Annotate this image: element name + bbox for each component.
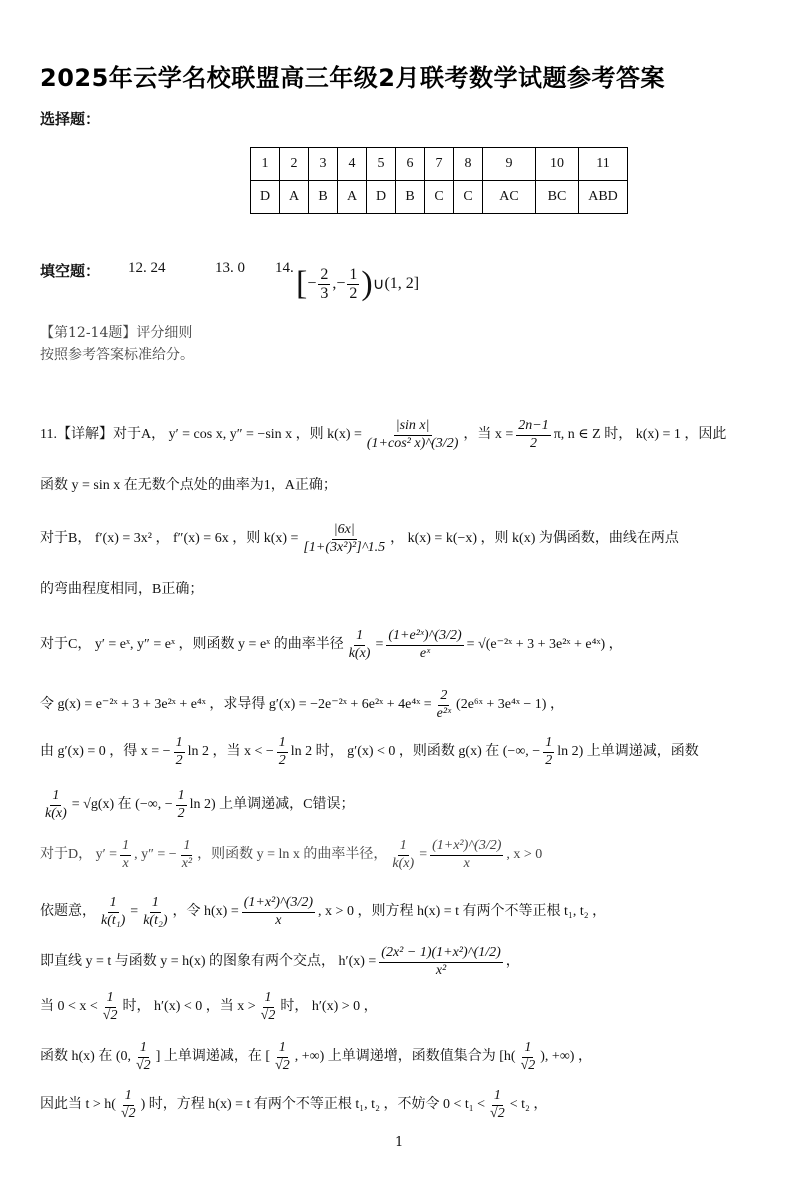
bracket-open: [ [296, 265, 308, 302]
math-fraction [430, 838, 503, 873]
math-fraction [347, 628, 373, 663]
fraction-numerator: 1 [263, 990, 274, 1008]
question-number-cell: 5 [367, 148, 396, 181]
math-fraction [390, 838, 416, 873]
solution-line [40, 788, 770, 823]
math-text: 函数 y = sin x 在无数个点处的曲率为1，A正确； [40, 478, 337, 493]
fraction-numerator: 1 [543, 735, 554, 753]
fraction-numerator: (1+e²ˣ)^(3/2) [386, 628, 463, 646]
fraction-numerator: |sin x| [394, 418, 432, 436]
solution-line [40, 688, 770, 723]
solution-line [40, 735, 770, 770]
math-fraction [379, 945, 503, 980]
minus-sign: − [336, 275, 346, 292]
page-title: 2025年云学名校联盟高三年级2月联考数学试题参考答案 [40, 64, 665, 92]
fraction-denominator: e²ˣ [436, 705, 452, 721]
fraction-numerator: 1 [181, 838, 192, 856]
math-text: ln 2 ，当 x < − [187, 743, 274, 759]
math-text: , y″ = − [134, 846, 177, 862]
question-number-cell: 11 [579, 148, 628, 181]
math-fraction [176, 788, 187, 823]
answer-cell: A [280, 181, 309, 214]
fraction-numerator: 1 [174, 735, 185, 753]
question-number-cell: 6 [396, 148, 425, 181]
solution-line [40, 418, 770, 453]
fraction-denominator: [1+(3x²)²]^1.5 [303, 539, 386, 555]
math-text: < t₂ ， [509, 1096, 548, 1112]
math-text: π, n ∈ Z 时， k(x) = 1 ，因此 [553, 426, 727, 442]
question-number-cell: 8 [454, 148, 483, 181]
math-fraction [99, 895, 127, 930]
fraction-denominator: 2 [529, 435, 537, 451]
math-fraction [43, 788, 69, 823]
solution-line [40, 895, 770, 930]
question-number-cell: 3 [309, 148, 338, 181]
fraction-denominator: k(x) [392, 855, 415, 871]
fill-answer-14-interval [296, 262, 419, 306]
comma: , [332, 275, 337, 292]
math-text: 函数 h(x) 在 (0, [40, 1048, 131, 1064]
fraction-denominator: k(t₁) [101, 912, 126, 928]
fraction-denominator: x² [435, 962, 447, 978]
answer-cell: B [309, 181, 338, 214]
fraction-denominator: √2 [275, 1057, 290, 1073]
answer-cell: A [338, 181, 367, 214]
answer-cell: ABD [579, 181, 628, 214]
answer-cell: C [425, 181, 454, 214]
math-fraction [120, 838, 131, 873]
math-fraction [301, 522, 387, 557]
fraction-numerator: (1+x²)^(3/2) [430, 838, 503, 856]
math-text: 由 g′(x) = 0 ，得 x = − [40, 743, 171, 759]
math-text: ), +∞) ， [540, 1048, 592, 1064]
math-text: 的弯曲程度相同，B正确； [40, 582, 204, 597]
math-fraction [386, 628, 463, 663]
fraction-numerator: 1 [398, 838, 409, 856]
fraction-b-numerator: 1 [349, 265, 358, 283]
fill-label: 填空题： [40, 262, 101, 280]
math-text: ，当 x = [463, 426, 514, 442]
fraction-numerator: 2 [438, 688, 449, 706]
fraction-numerator: 1 [123, 1088, 134, 1106]
fraction-numerator: 1 [50, 788, 61, 806]
fraction-numerator: 2n−1 [516, 418, 550, 436]
answer-cell: C [454, 181, 483, 214]
math-fraction [273, 1040, 292, 1075]
fraction-numerator: 1 [150, 895, 161, 913]
solution-line [40, 990, 770, 1025]
answer-cell: BC [536, 181, 579, 214]
solution-line [40, 628, 770, 663]
fraction-denominator: x² [181, 855, 193, 871]
math-fraction [519, 1040, 538, 1075]
fraction-numerator: (2x² − 1)(1+x²)^(1/2) [379, 945, 503, 963]
answer-cell: D [251, 181, 280, 214]
math-fraction [543, 735, 554, 770]
fraction-denominator: 2 [545, 752, 553, 768]
math-fraction [134, 1040, 153, 1075]
fraction-a [318, 266, 330, 302]
solution-line [40, 522, 770, 557]
math-fraction [488, 1088, 507, 1123]
solution-line [40, 945, 770, 980]
answer-cell: D [367, 181, 396, 214]
math-fraction [119, 1088, 138, 1123]
math-text: , x > 0 [506, 846, 543, 862]
question-number-cell: 1 [251, 148, 280, 181]
fraction-numerator: 1 [277, 1040, 288, 1058]
answer-cell: AC [483, 181, 536, 214]
math-text: 对于D， y′ = [40, 846, 118, 862]
math-fraction [259, 990, 278, 1025]
fraction-a-denominator: 3 [320, 284, 329, 302]
fraction-numerator: 1 [492, 1088, 503, 1106]
solution-line [40, 1088, 770, 1123]
math-text: = √g(x) 在 (−∞, − [71, 796, 173, 812]
fraction-numerator: 1 [105, 990, 116, 1008]
fraction-numerator: (1+x²)^(3/2) [242, 895, 315, 913]
solution-line [40, 478, 770, 495]
scoring-note-title: 【第12-14题】评分细则 [40, 325, 193, 341]
fraction-denominator: √2 [520, 1057, 536, 1073]
fraction-numerator: |6x| [332, 522, 357, 540]
math-text: 对于B， f′(x) = 3x² ， f″(x) = 6x ，则 k(x) = [40, 530, 299, 546]
fraction-denominator: 2 [177, 805, 185, 821]
scoring-note-body: 按照参考答案标准给分。 [40, 347, 194, 363]
union-symbol: ∪ [372, 276, 385, 293]
fraction-denominator: √2 [260, 1007, 276, 1023]
minus-sign: − [307, 275, 317, 292]
math-fraction [242, 895, 315, 930]
fraction-numerator: 1 [176, 788, 187, 806]
math-text: , x > 0 ，则方程 h(x) = t 有两个不等正根 t₁, t₂ ， [318, 903, 607, 919]
math-text: 时， h′(x) > 0 ， [280, 998, 378, 1014]
math-text: = √(e⁻²ˣ + 3 + 3e²ˣ + e⁴ˣ) ， [466, 636, 623, 652]
fraction-denominator: √2 [120, 1105, 136, 1121]
math-fraction [101, 990, 120, 1025]
math-text: 11.【详解】对于A， y′ = cos x, y″ = −sin x ，则 k(x) = [40, 426, 362, 442]
fraction-a-numerator: 2 [320, 265, 329, 283]
math-text: ) 时，方程 h(x) = t 有两个不等正根 t₁, t₂ ，不妨令 0 < t₁ < [140, 1096, 486, 1112]
question-number-cell: 2 [280, 148, 309, 181]
solution-line [40, 582, 770, 599]
fraction-numerator: 1 [522, 1040, 533, 1058]
math-fraction [180, 838, 194, 873]
math-text: 对于C， y′ = eˣ, y″ = eˣ ，则函数 y = eˣ 的曲率半径 [40, 636, 344, 652]
fraction-denominator: k(t₂) [143, 912, 168, 928]
fraction-denominator: √2 [490, 1105, 505, 1121]
math-text: 时， h′(x) < 0 ，当 x > [122, 998, 256, 1014]
mc-label: 选择题： [40, 110, 101, 128]
fill-answer-13: 13. 0 [215, 260, 245, 276]
math-text: 令 g(x) = e⁻²ˣ + 3 + 3e²ˣ + e⁴ˣ ，求导得 g′(x) = −2e⁻²ˣ + 6e²ˣ + 4e⁴ˣ = [40, 696, 432, 712]
question-number-cell: 10 [536, 148, 579, 181]
fraction-denominator: 2 [278, 752, 286, 768]
page-number: 1 [395, 1135, 404, 1150]
fraction-denominator: x [122, 855, 129, 871]
math-fraction [174, 735, 185, 770]
math-fraction [516, 418, 550, 453]
math-text: (2e⁶ˣ + 3e⁴ˣ − 1) ， [456, 696, 564, 712]
math-text: ，则函数 y = ln x 的曲率半径， [197, 846, 388, 862]
answer-cell: B [396, 181, 425, 214]
solution-line [40, 1040, 770, 1075]
fraction-numerator: 1 [138, 1040, 149, 1058]
fraction-denominator: k(x) [348, 645, 371, 661]
solution-line [40, 838, 770, 873]
math-fraction [141, 895, 169, 930]
fraction-numerator: 1 [108, 895, 119, 913]
math-text: = [375, 636, 384, 652]
math-text: ， k(x) = k(−x) ，则 k(x) 为偶函数，曲线在两点 [390, 530, 679, 546]
fraction-denominator: √2 [136, 1057, 151, 1073]
fill-answer-12: 12. 24 [128, 260, 166, 276]
math-text: ln 2) 上单调递减，函数 [557, 743, 699, 759]
answer-table-number-row [251, 148, 628, 181]
math-text: 当 0 < x < [40, 998, 98, 1014]
math-text: ln 2 时， g′(x) < 0 ，则函数 g(x) 在 (−∞, − [290, 743, 541, 759]
fraction-denominator: 2 [175, 752, 183, 768]
fraction-denominator: √2 [102, 1007, 118, 1023]
fraction-numerator: 1 [354, 628, 365, 646]
fill-answer-14-number: 14. [275, 260, 294, 276]
math-text: 依题意， [40, 903, 96, 919]
fraction-denominator: eˣ [419, 645, 431, 661]
fraction-numerator: 1 [277, 735, 288, 753]
math-text: 因此当 t > h( [40, 1096, 116, 1112]
fraction-denominator: k(x) [45, 805, 67, 821]
fraction-numerator: 1 [120, 838, 131, 856]
question-number-cell: 4 [338, 148, 367, 181]
math-text: ] 上单调递减，在 [ [155, 1048, 271, 1064]
interval-tail: (1, 2] [384, 275, 420, 292]
answer-table [250, 147, 628, 214]
question-number-cell: 7 [425, 148, 454, 181]
math-text: ln 2) 上单调递减，C错误； [189, 796, 355, 812]
paren-close: ) [361, 265, 373, 302]
question-number-cell: 9 [483, 148, 536, 181]
fraction-b [347, 266, 359, 302]
math-text: = [130, 903, 139, 919]
math-text: ，令 h(x) = [172, 903, 239, 919]
answer-table-answer-row [251, 181, 628, 214]
math-text: 即直线 y = t 与函数 y = h(x) 的图象有两个交点， h′(x) = [40, 953, 377, 969]
fraction-denominator: x [463, 855, 470, 871]
math-fraction [277, 735, 288, 770]
fraction-denominator: (1+cos² x)^(3/2) [366, 435, 459, 451]
math-text: = [419, 846, 428, 862]
math-text: , +∞) 上单调递增，函数值集合为 [h( [294, 1048, 516, 1064]
fraction-denominator: x [275, 912, 282, 928]
math-fraction [365, 418, 460, 453]
math-text: ， [505, 953, 520, 969]
math-fraction [435, 688, 453, 723]
fraction-b-denominator: 2 [349, 284, 358, 302]
